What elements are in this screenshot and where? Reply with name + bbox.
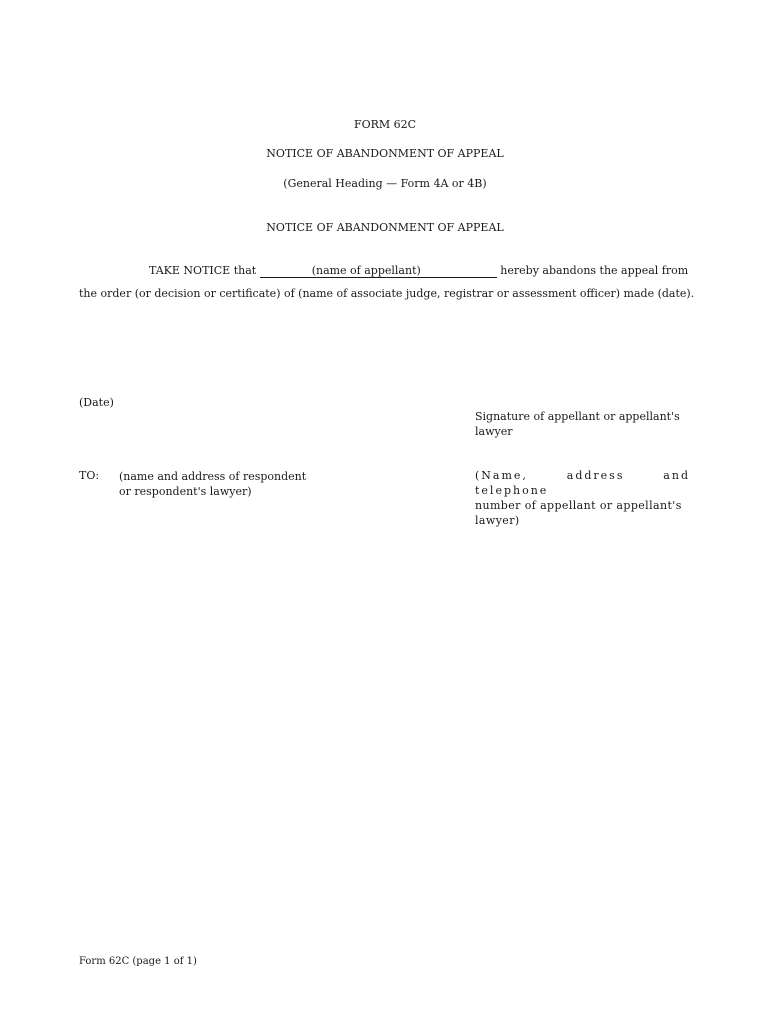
signature-caption [475, 409, 690, 439]
take-notice-text: TAKE NOTICE that [149, 264, 257, 277]
form-number: FORM 62C [353, 118, 417, 131]
contact-line-3: lawyer) [475, 514, 520, 527]
respondent-block [119, 469, 306, 499]
respondent-line-1: (name and address of respondent [119, 470, 307, 483]
respondent-line-2: or respondent's lawyer) [119, 485, 252, 498]
take-notice-line [149, 264, 688, 278]
contact-caption [475, 468, 690, 528]
contact-line-1: (Name, address and telephone [475, 469, 690, 497]
appellant-name-blank [260, 265, 497, 278]
contact-line-2: number of appellant or appellant's [475, 499, 682, 512]
form-title: NOTICE OF ABANDONMENT OF APPEAL [266, 147, 504, 160]
to-label: TO: [79, 469, 100, 482]
general-heading: (General Heading — Form 4A or 4B) [283, 177, 487, 190]
signature-line-1: Signature of appellant or appellant's [475, 410, 680, 423]
order-line: the order (or decision or certificate) of (name of associate judge, registrar or assessment officer) made (date). [79, 287, 695, 300]
page-footer: Form 62C (page 1 of 1) [79, 956, 197, 967]
appellant-name-label: (name of appellant) [311, 264, 421, 277]
form-subtitle: NOTICE OF ABANDONMENT OF APPEAL [266, 221, 504, 234]
abandons-text: hereby abandons the appeal from [500, 264, 689, 277]
signature-line-2: lawyer [475, 425, 513, 438]
date-label: (Date) [79, 396, 114, 409]
